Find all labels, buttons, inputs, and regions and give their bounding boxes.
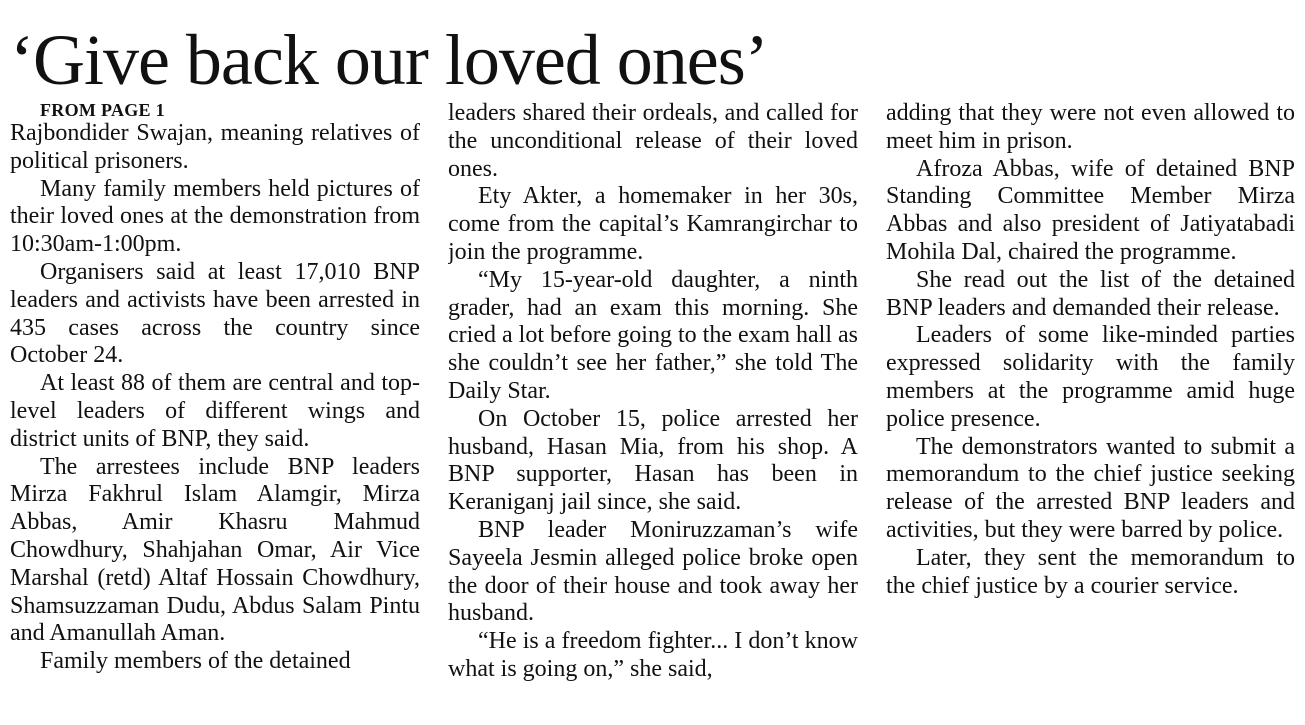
article-column-3 — [886, 100, 1295, 720]
article-column-1 — [10, 100, 420, 720]
paragraph: Organisers said at least 17,010 BNP leaders and activists have been arrested in 435 cases across the country since October 24. — [10, 258, 420, 369]
paragraph: The arrestees include BNP leaders Mirza Fakhrul Islam Alamgir, Mirza Abbas, Amir Khasru Mahmud Chowdhury, Shahjahan Omar, Air Vice Marshal (retd) Altaf Hossain Chowdhury, Shamsuzzaman Dudu, Abdus Salam Pintu and Amanullah Aman. — [10, 453, 420, 647]
headline: ‘Give back our loved ones’ — [10, 20, 768, 100]
article-column-2 — [448, 100, 858, 720]
paragraph: The demonstrators wanted to submit a memorandum to the chief justice seeking release of the arrested BNP leaders and activities, but they were barred by police. — [886, 433, 1295, 543]
paragraph: Afroza Abbas, wife of detained BNP Standing Committee Member Mirza Abbas and also president of Jatiyatabadi Mohila Dal, chaired the programme. — [886, 155, 1295, 265]
paragraph: Later, they sent the memorandum to the chief justice by a courier service. — [886, 544, 1295, 599]
paragraph: Leaders of some like-minded parties expressed solidarity with the family members at the programme amid huge police presence. — [886, 322, 1295, 432]
paragraph: Family members of the detained — [40, 648, 351, 675]
paragraph: At least 88 of them are central and top-level leaders of different wings and district units of BNP, they said. — [10, 370, 420, 452]
paragraph: Many family members held pictures of their loved ones at the demonstration from 10:30am-1:00pm. — [10, 175, 420, 258]
paragraph: adding that they were not even allowed to meet him in prison. — [886, 100, 1295, 154]
paragraph: “My 15-year-old daughter, a ninth grader, had an exam this morning. She cried a lot before going to the exam hall as she couldn’t see her father,” she told The Daily Star. — [448, 266, 858, 404]
paragraph: Rajbondider Swajan, meaning relatives of political prisoners. — [10, 120, 420, 174]
paragraph: On October 15, police arrested her husband, Hasan Mia, from his shop. A BNP supporter, Hasan has been in Keraniganj jail since, she said. — [448, 405, 858, 516]
continuation-kicker: FROM PAGE 1 — [40, 100, 165, 120]
paragraph: Ety Akter, a homemaker in her 30s, come from the capital’s Kamrangirchar to join the programme. — [448, 183, 858, 265]
paragraph: She read out the list of the detained BNP leaders and demanded their release. — [886, 266, 1295, 321]
paragraph: BNP leader Moniruzzaman’s wife Sayeela Jesmin alleged police broke open the door of their house and took away her husband. — [448, 516, 858, 627]
paragraph: “He is a freedom fighter... I don’t know what is going on,” she said, — [448, 628, 858, 682]
paragraph: leaders shared their ordeals, and called for the unconditional release of their loved ones. — [448, 100, 858, 182]
